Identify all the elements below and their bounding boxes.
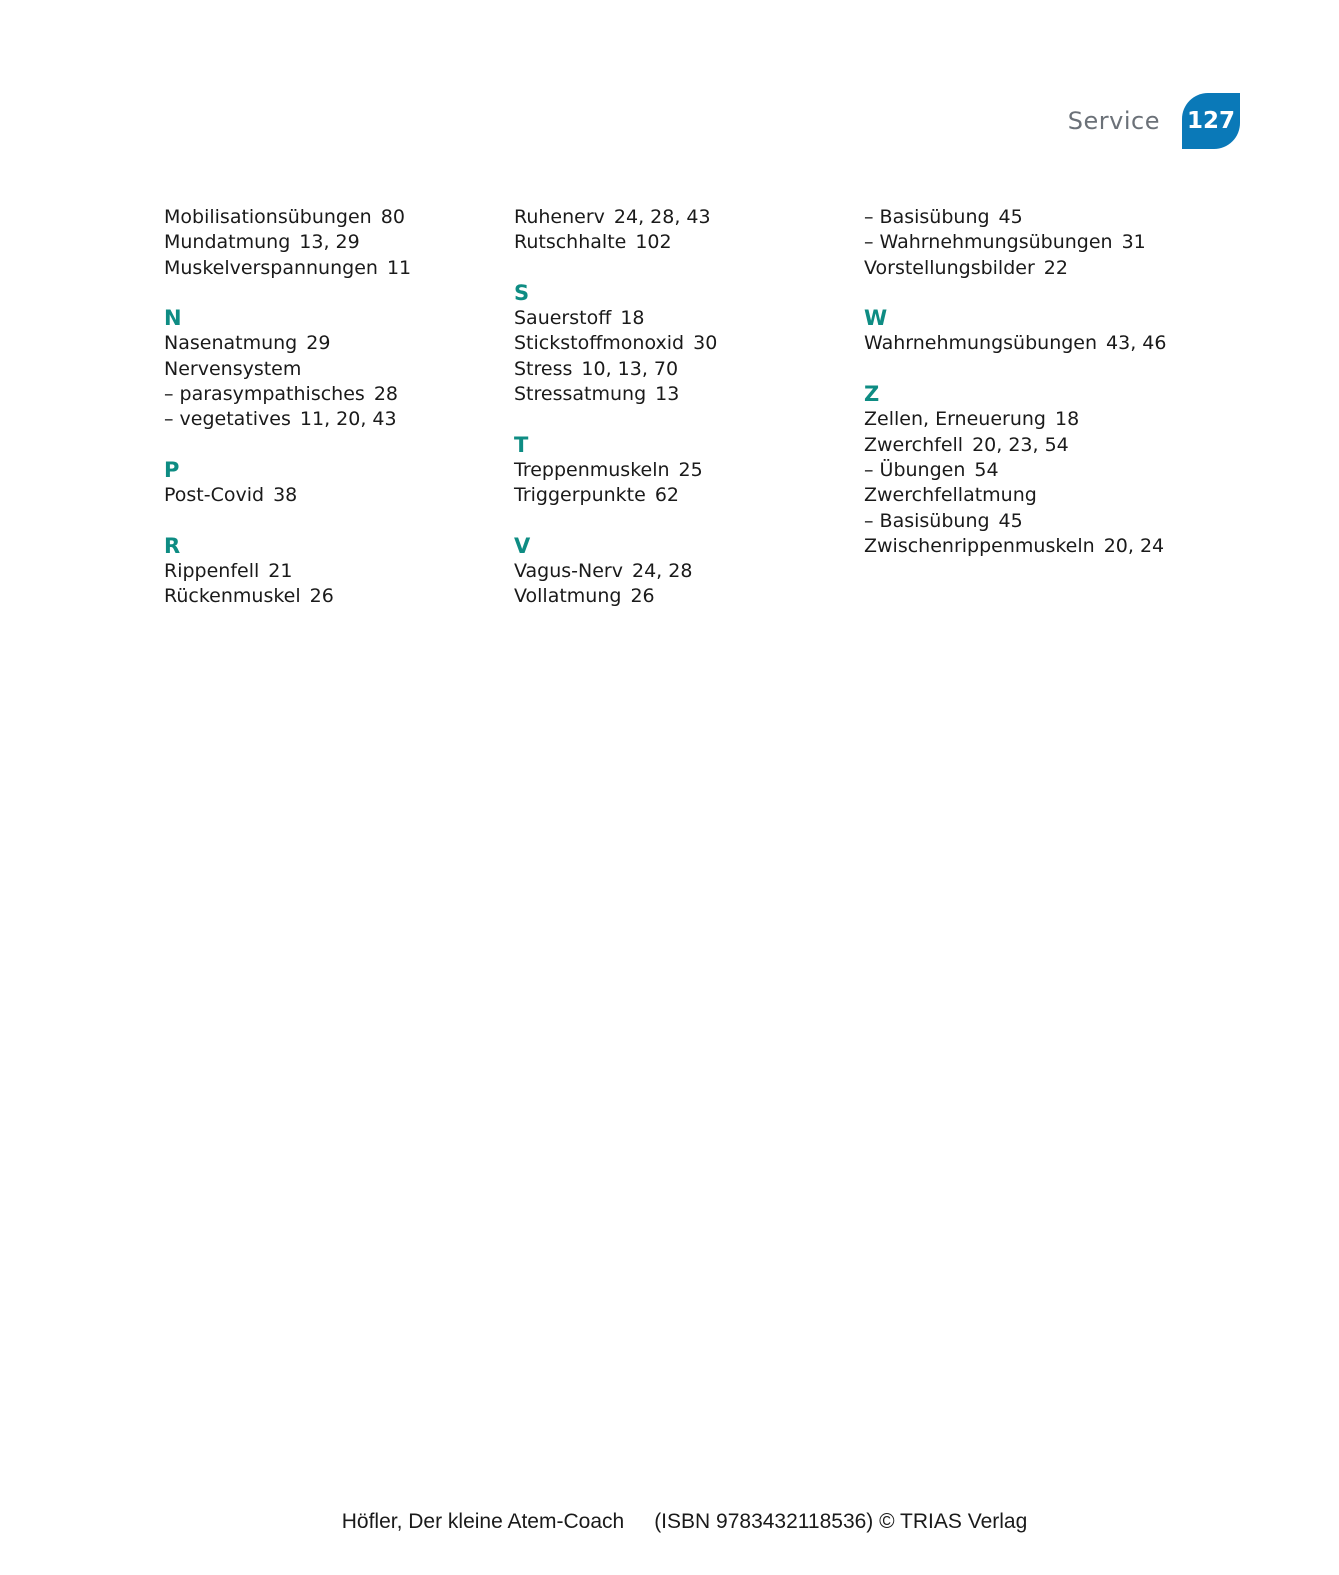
index-entry bbox=[164, 205, 514, 230]
index-entry bbox=[864, 483, 1214, 508]
index-term: Mobilisationsübungen bbox=[164, 206, 372, 228]
index-column-1 bbox=[164, 205, 514, 610]
index-term: Stickstoffmonoxid bbox=[514, 332, 685, 355]
index-entry bbox=[164, 230, 514, 255]
index-term: Stress bbox=[514, 357, 573, 380]
page-number-badge: 127 bbox=[1182, 93, 1240, 149]
index-letter-heading: Z bbox=[864, 382, 880, 407]
index-entry bbox=[514, 483, 864, 508]
index-page-refs: 22 bbox=[1043, 256, 1068, 279]
index-entry bbox=[164, 584, 514, 609]
index-entry bbox=[864, 256, 1214, 281]
index-letter-heading: T bbox=[514, 432, 529, 457]
index-entry bbox=[514, 458, 864, 483]
index-term: Nervensystem bbox=[164, 357, 302, 380]
index-entry bbox=[864, 407, 1214, 432]
index-entry bbox=[164, 559, 514, 584]
index-page-refs: 45 bbox=[998, 206, 1023, 228]
index-page-refs: 21 bbox=[268, 560, 293, 583]
index-page-refs: 43, 46 bbox=[1106, 332, 1167, 355]
index-page-refs: 45 bbox=[998, 509, 1023, 532]
page-footer bbox=[0, 1510, 1339, 1534]
index-entry bbox=[164, 331, 514, 356]
index-page-refs: 24, 28 bbox=[631, 560, 693, 583]
index-page-refs: 80 bbox=[380, 206, 405, 228]
index-entry bbox=[864, 458, 1214, 483]
index-entry bbox=[864, 230, 1214, 255]
index-term: Rutschhalte bbox=[514, 231, 627, 254]
index-term: Ruhenerv bbox=[514, 206, 605, 228]
index-term: Treppenmuskeln bbox=[514, 458, 670, 481]
index-term: Mundatmung bbox=[164, 231, 291, 254]
index-entry bbox=[514, 205, 864, 230]
index-letter-heading: N bbox=[164, 306, 182, 331]
index-term: Nasenatmung bbox=[164, 332, 298, 355]
index-page-refs: 29 bbox=[306, 332, 331, 355]
index-term: Post-Covid bbox=[164, 484, 265, 507]
index-term: Vorstellungsbilder bbox=[864, 256, 1035, 279]
index-term: – Übungen bbox=[864, 458, 966, 481]
index-entry bbox=[514, 306, 864, 331]
index-term: Zwerchfellatmung bbox=[864, 484, 1037, 507]
index-term: – Basisübung bbox=[864, 509, 990, 532]
section-label: Service bbox=[1067, 107, 1160, 135]
index-page-refs: 62 bbox=[654, 484, 679, 507]
index-term: Wahrnehmungsübungen bbox=[864, 332, 1098, 355]
index-term: – Wahrnehmungsübungen bbox=[864, 231, 1113, 254]
index-page-refs: 31 bbox=[1121, 231, 1146, 254]
index-page-refs: 24, 28, 43 bbox=[613, 206, 711, 228]
index-entry bbox=[514, 230, 864, 255]
index-term: Zwischenrippenmuskeln bbox=[864, 534, 1095, 557]
index-term: Triggerpunkte bbox=[514, 484, 646, 507]
index-letter-heading: P bbox=[164, 457, 180, 482]
index-page-refs: 11 bbox=[386, 256, 412, 279]
index-entry bbox=[864, 509, 1214, 534]
index-page-refs: 20, 24 bbox=[1103, 534, 1165, 557]
index-page-refs: 20, 23, 54 bbox=[972, 433, 1069, 456]
index-letter-heading: V bbox=[514, 533, 531, 558]
index-term: – parasympathisches bbox=[164, 383, 365, 406]
index-entry bbox=[864, 534, 1214, 559]
index-term: Vollatmung bbox=[514, 585, 622, 608]
index-letter-heading: W bbox=[864, 306, 888, 331]
index-column-2 bbox=[514, 205, 864, 610]
index-term: Rippenfell bbox=[164, 560, 260, 583]
index-entry bbox=[514, 357, 864, 382]
index-page-refs: 18 bbox=[620, 307, 645, 330]
index-page-refs: 26 bbox=[309, 585, 334, 608]
index-term: Vagus-Nerv bbox=[514, 560, 623, 583]
index-entry bbox=[864, 433, 1214, 458]
index-entry bbox=[164, 382, 514, 407]
page-header bbox=[1068, 93, 1240, 149]
index-term: – Basisübung bbox=[864, 206, 990, 228]
index-entry bbox=[864, 205, 1214, 230]
index-page-refs: 102 bbox=[635, 231, 672, 254]
index-term: Rückenmuskel bbox=[164, 585, 301, 608]
index-entry bbox=[514, 331, 864, 356]
index-term: Muskelverspannungen bbox=[164, 256, 378, 279]
index-page-refs: 54 bbox=[974, 458, 999, 481]
index-page-refs: 38 bbox=[273, 484, 298, 507]
index-entry bbox=[164, 256, 514, 281]
index-page-refs: 28 bbox=[373, 383, 398, 406]
index-term: Zellen, Erneuerung bbox=[864, 408, 1046, 431]
index-page-refs: 18 bbox=[1054, 408, 1080, 431]
index-page-refs: 13, 29 bbox=[299, 231, 360, 254]
index-term: Zwerchfell bbox=[864, 433, 964, 456]
index-entry bbox=[864, 331, 1214, 356]
index-page-refs: 26 bbox=[630, 585, 655, 608]
index-letter-heading: S bbox=[514, 280, 530, 305]
index-entry bbox=[514, 559, 864, 584]
index-entry bbox=[164, 407, 514, 432]
index-entry bbox=[164, 357, 514, 382]
index-page-refs: 10, 13, 70 bbox=[581, 357, 679, 380]
index-column-3 bbox=[864, 205, 1214, 559]
index-term: – vegetatives bbox=[164, 408, 291, 431]
index-letter-heading: R bbox=[164, 533, 181, 558]
index-entry bbox=[514, 382, 864, 407]
index-page-refs: 13 bbox=[655, 383, 680, 406]
index-term: Stressatmung bbox=[514, 383, 647, 406]
index-page-refs: 25 bbox=[678, 458, 703, 481]
index-entry bbox=[514, 584, 864, 609]
index-page-refs: 11, 20, 43 bbox=[299, 408, 397, 431]
index-term: Sauerstoff bbox=[514, 307, 612, 330]
footer-citation: Höfler, Der kleine Atem-Coach bbox=[341, 1510, 625, 1533]
index-page-refs: 30 bbox=[693, 332, 718, 355]
footer-rights: (ISBN 9783432118536) © TRIAS Verlag bbox=[654, 1510, 1028, 1533]
index-entry bbox=[164, 483, 514, 508]
